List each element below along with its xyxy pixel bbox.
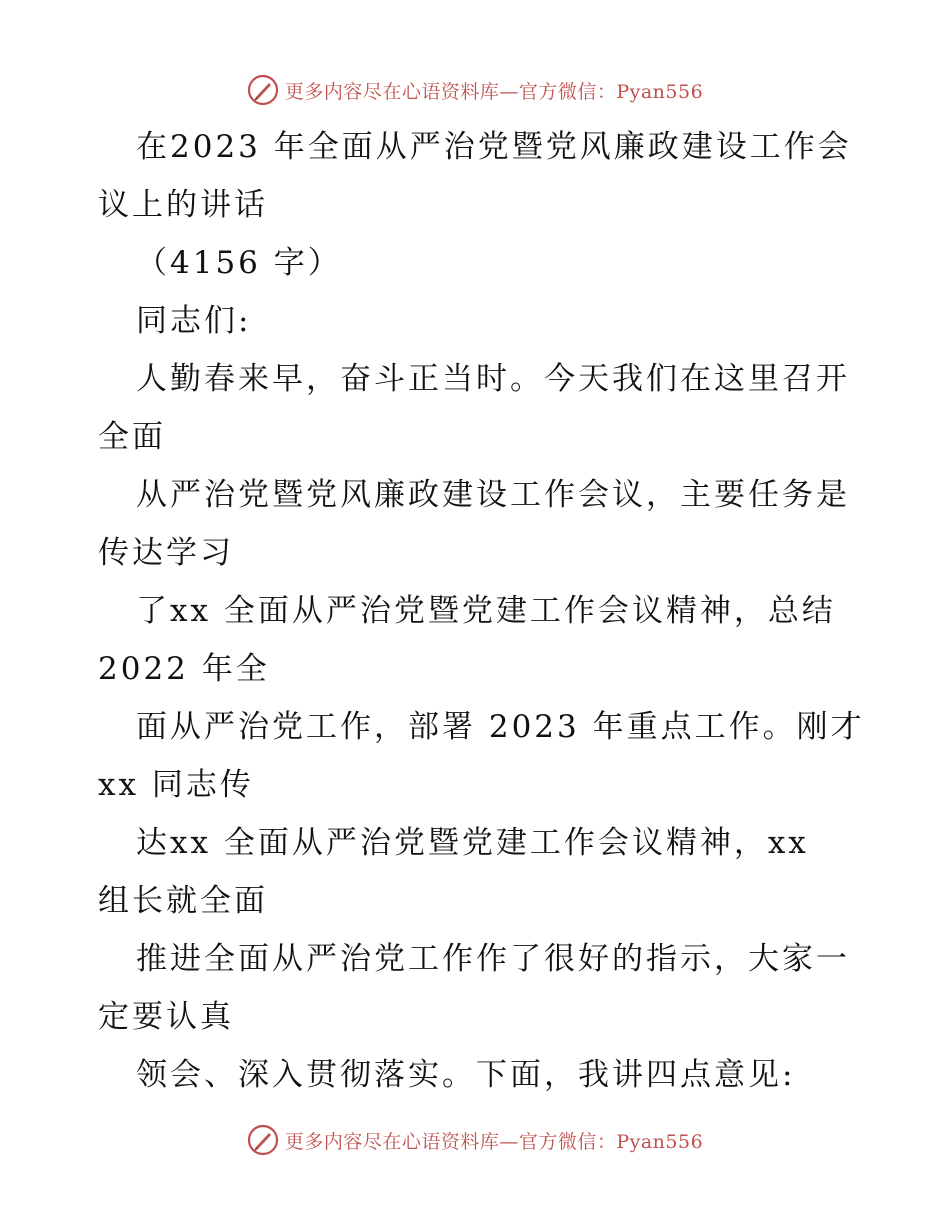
- feather-pen-icon: [247, 1124, 279, 1156]
- text-line: 达xx 全面从严治党暨党建工作会议精神，xx: [136, 825, 809, 861]
- text-line: 组长就全面: [98, 883, 268, 919]
- text-line: （4156 字）: [136, 245, 342, 281]
- watermark-header: [0, 70, 950, 110]
- feather-pen-icon: [247, 74, 279, 106]
- text-line: 2022 年全: [98, 651, 270, 687]
- text-line: 议上的讲话: [98, 187, 268, 223]
- text-line: 领会、深入贯彻落实。下面，我讲四点意见:: [136, 1057, 796, 1093]
- text-line: 同志们:: [136, 303, 252, 339]
- text-line: 在2023 年全面从严治党暨党风廉政建设工作会: [136, 129, 852, 165]
- document-body: [98, 118, 888, 1104]
- text-line: 面从严治党工作，部署 2023 年重点工作。刚才: [136, 709, 865, 745]
- text-line: 全面: [98, 419, 166, 455]
- text-line: 人勤春来早，奋斗正当时。今天我们在这里召开: [136, 361, 850, 397]
- watermark-text: 更多内容尽在心语资料库—官方微信：Pyan556: [284, 1130, 704, 1153]
- text-line: 推进全面从严治党工作作了很好的指示，大家一: [136, 941, 850, 977]
- watermark-text: 更多内容尽在心语资料库—官方微信：Pyan556: [284, 80, 704, 103]
- watermark-footer: [0, 1120, 950, 1160]
- text-line: xx 同志传: [98, 767, 254, 803]
- text-line: 从严治党暨党风廉政建设工作会议，主要任务是: [136, 477, 850, 513]
- text-line: 传达学习: [98, 535, 234, 571]
- text-line: 了xx 全面从严治党暨党建工作会议精神，总结: [136, 593, 836, 629]
- text-line: 定要认真: [98, 999, 234, 1035]
